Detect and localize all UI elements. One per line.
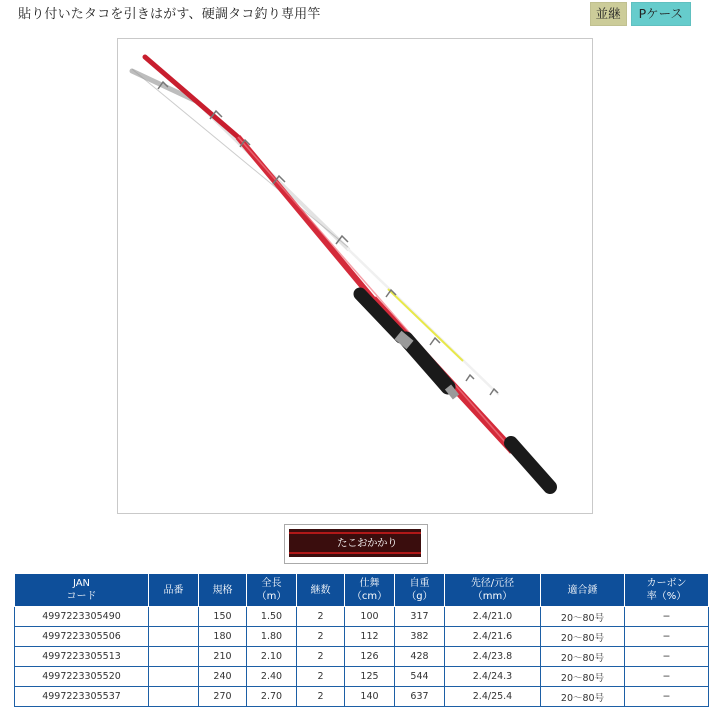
- table-row: [15, 667, 709, 687]
- cell-product-number: [149, 687, 199, 707]
- cell-standard: 240: [199, 667, 247, 687]
- cell-jan: 4997223305506: [15, 627, 149, 647]
- cell-product-number: [149, 627, 199, 647]
- cell-product-number: [149, 667, 199, 687]
- cell-weight: 317: [395, 607, 445, 627]
- product-image: [117, 38, 593, 514]
- cell-closed-length: 126: [345, 647, 395, 667]
- badge-case-type: Pケース: [631, 2, 691, 26]
- cell-carbon-ratio: −: [625, 667, 709, 687]
- case-thumbnail-image: [289, 529, 421, 557]
- cell-carbon-ratio: −: [625, 687, 709, 707]
- badge-joint-type: 並継: [590, 2, 627, 26]
- rod-guides: [158, 82, 498, 395]
- cell-jan: 4997223305490: [15, 607, 149, 627]
- cell-closed-length: 112: [345, 627, 395, 647]
- cell-weight: 382: [395, 627, 445, 647]
- col-diameter: 先径/元径 （mm）: [445, 574, 541, 607]
- table-row: [15, 627, 709, 647]
- cell-total-length: 2.40: [247, 667, 297, 687]
- cell-standard: 210: [199, 647, 247, 667]
- cell-carbon-ratio: −: [625, 627, 709, 647]
- rod-butt-section: [145, 57, 513, 451]
- table-row: [15, 687, 709, 707]
- cell-total-length: 1.50: [247, 607, 297, 627]
- cell-standard: 180: [199, 627, 247, 647]
- cell-sections: 2: [297, 647, 345, 667]
- cell-diameter: 2.4/25.4: [445, 687, 541, 707]
- cell-sections: 2: [297, 607, 345, 627]
- table-row: [15, 607, 709, 627]
- cell-closed-length: 140: [345, 687, 395, 707]
- cell-sections: 2: [297, 667, 345, 687]
- cell-jan: 4997223305537: [15, 687, 149, 707]
- col-weight: 自重 （g）: [395, 574, 445, 607]
- badge-group: [590, 2, 691, 26]
- cell-weight: 637: [395, 687, 445, 707]
- cell-sinker: 20〜80号: [541, 627, 625, 647]
- cell-diameter: 2.4/23.8: [445, 647, 541, 667]
- col-closed-length: 仕舞 （cm）: [345, 574, 395, 607]
- cell-standard: 150: [199, 607, 247, 627]
- page-headline: 貼り付いたタコを引きはがす、硬調タコ釣り専用竿: [18, 7, 321, 22]
- col-sinker: 適合錘: [541, 574, 625, 607]
- cell-product-number: [149, 647, 199, 667]
- cell-total-length: 1.80: [247, 627, 297, 647]
- cell-jan: 4997223305520: [15, 667, 149, 687]
- cell-standard: 270: [199, 687, 247, 707]
- case-thumbnail[interactable]: [284, 524, 428, 564]
- col-standard: 規格: [199, 574, 247, 607]
- rod-grip: [360, 294, 550, 487]
- cell-closed-length: 125: [345, 667, 395, 687]
- rod-illustration: [118, 39, 592, 513]
- cell-sinker: 20〜80号: [541, 647, 625, 667]
- cell-carbon-ratio: −: [625, 607, 709, 627]
- cell-weight: 544: [395, 667, 445, 687]
- cell-sinker: 20〜80号: [541, 667, 625, 687]
- cell-product-number: [149, 607, 199, 627]
- col-jan-code: JAN コード: [15, 574, 149, 607]
- cell-diameter: 2.4/21.0: [445, 607, 541, 627]
- table-row: [15, 647, 709, 667]
- spec-table-header: [15, 574, 709, 607]
- cell-total-length: 2.70: [247, 687, 297, 707]
- cell-diameter: 2.4/21.6: [445, 627, 541, 647]
- cell-weight: 428: [395, 647, 445, 667]
- cell-diameter: 2.4/24.3: [445, 667, 541, 687]
- spec-table: [14, 573, 709, 707]
- col-carbon-ratio: カーボン 率（%）: [625, 574, 709, 607]
- cell-jan: 4997223305513: [15, 647, 149, 667]
- cell-sinker: 20〜80号: [541, 687, 625, 707]
- case-thumbnail-label: たこおかかり: [337, 537, 397, 549]
- col-product-number: 品番: [149, 574, 199, 607]
- cell-closed-length: 100: [345, 607, 395, 627]
- col-sections: 継数: [297, 574, 345, 607]
- col-total-length: 全長 （m）: [247, 574, 297, 607]
- cell-sections: 2: [297, 687, 345, 707]
- cell-sections: 2: [297, 627, 345, 647]
- cell-sinker: 20〜80号: [541, 607, 625, 627]
- cell-total-length: 2.10: [247, 647, 297, 667]
- cell-carbon-ratio: −: [625, 647, 709, 667]
